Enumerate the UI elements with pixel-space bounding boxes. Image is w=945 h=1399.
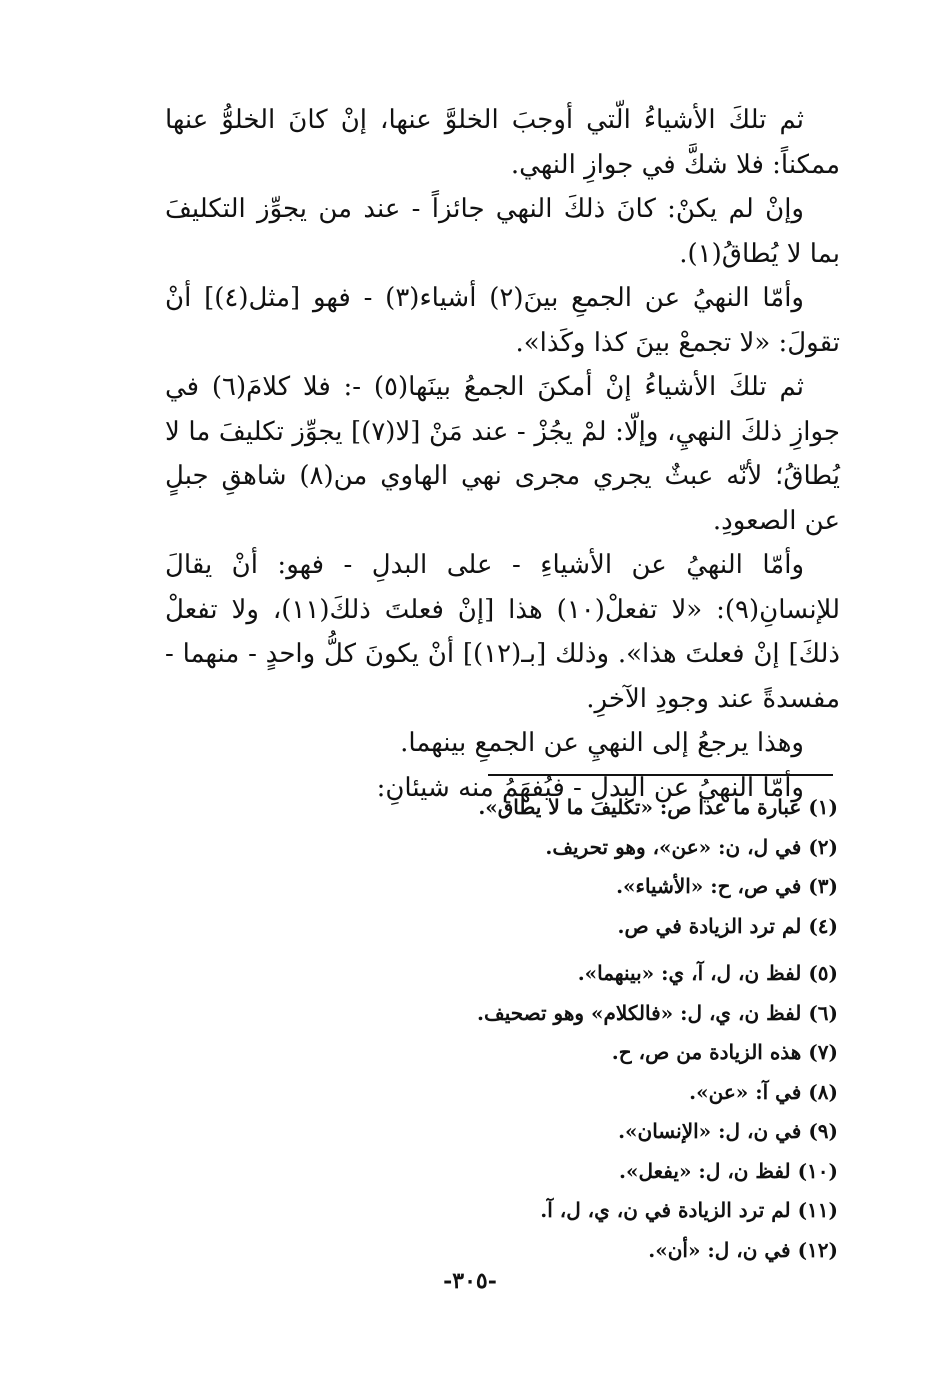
footnotes bbox=[420, 788, 838, 1270]
footnote: (١١) لم ترد الزيادة في ن، ي، ل، آ. bbox=[540, 1198, 838, 1222]
main-text bbox=[165, 98, 840, 810]
footnote: (٦) لفظ ن، ي، ل: «فالكلام» وهو تصحيف. bbox=[477, 1000, 838, 1025]
footnote: (٩) في ن، ل: «الإنسان». bbox=[618, 1119, 838, 1143]
paragraph: ثم تلكَ الأشياءُ إنْ أمكنَ الجمعُ بينَها(٥) -: فلا كلامَ(٦) في جوازِ ذلكَ النهيِ، وإلّا: لمْ يجُزْ - عند مَنْ [لا(٧)] يجوِّز تكليفَ ما لا يُطاقُ؛ لأنّه عبثٌ يجري مجرى نهي الهاوي من(٨) شاهقِ جبلٍ عن الصعودِ. bbox=[165, 372, 840, 536]
footnote: (١) عبارة ما عدا ص: «تكليف ما لا يطاق». bbox=[478, 795, 838, 819]
footnote: (٥) لفظ ن، ل، آ، ي: «بينهما». bbox=[577, 961, 838, 985]
paragraph: وهذا يرجعُ إلى النهيِ عن الجمعِ بينهما. bbox=[400, 728, 804, 758]
page-number: -٣٠٥- bbox=[443, 1268, 497, 1294]
paragraph: وأمّا النهيُ عن الأشياءِ - على البدلِ - فهو: أنْ يقالَ للإنسانِ(٩): «لا تفعلْ(١٠) هذا [إنْ فعلتَ ذلكَ(١١)، ولا تفعلْ ذلكَ] إنْ فعلتَ هذا». وذلك [بـ(١٢)] أنْ يكونَ كلُّ واحدٍ - منهما - مفسدةً عند وجودِ الآخرِ. bbox=[165, 550, 840, 714]
footnote: (١٢) في ن، ل: «أن». bbox=[648, 1237, 838, 1262]
footnote: (٤) لم ترد الزيادة في ص. bbox=[617, 913, 838, 938]
footnote: (٨) في آ: «عن». bbox=[689, 1079, 838, 1104]
footnote: (٧) هذه الزيادة من ص، ح. bbox=[611, 1040, 838, 1064]
footnote: (٢) في ل، ن: «عن»، وهو تحريف. bbox=[545, 834, 838, 859]
paragraph: وأمّا النهيُ عن الجمعِ بينَ(٢) أشياء(٣) - فهو [مثل(٤)] أنْ تقولَ: «لا تجمعْ بينَ كذا وكَذا». bbox=[165, 283, 840, 358]
paragraph: ثم تلكَ الأشياءُ الّتي أوجبَ الخلوَّ عنها، إنْ كانَ الخلوُّ عنها ممكناً: فلا شكَّ في جوازِ النهي. bbox=[165, 105, 840, 180]
footnote: (١٠) لفظ ن، ل: «يفعل». bbox=[619, 1158, 838, 1183]
footnote: (٣) في ص، ح: «الأشياء». bbox=[616, 874, 838, 898]
footnote-separator bbox=[488, 774, 833, 776]
paragraph: وأمّا النهيُ عن البدلِ - فيُفهَمُ منه شيئانِ: bbox=[376, 772, 804, 803]
paragraph: وإنْ لم يكنْ: كانَ ذلكَ النهي جائزاً - عند من يجوِّز التكليفَ بما لا يُطاقُ(١). bbox=[165, 194, 840, 269]
